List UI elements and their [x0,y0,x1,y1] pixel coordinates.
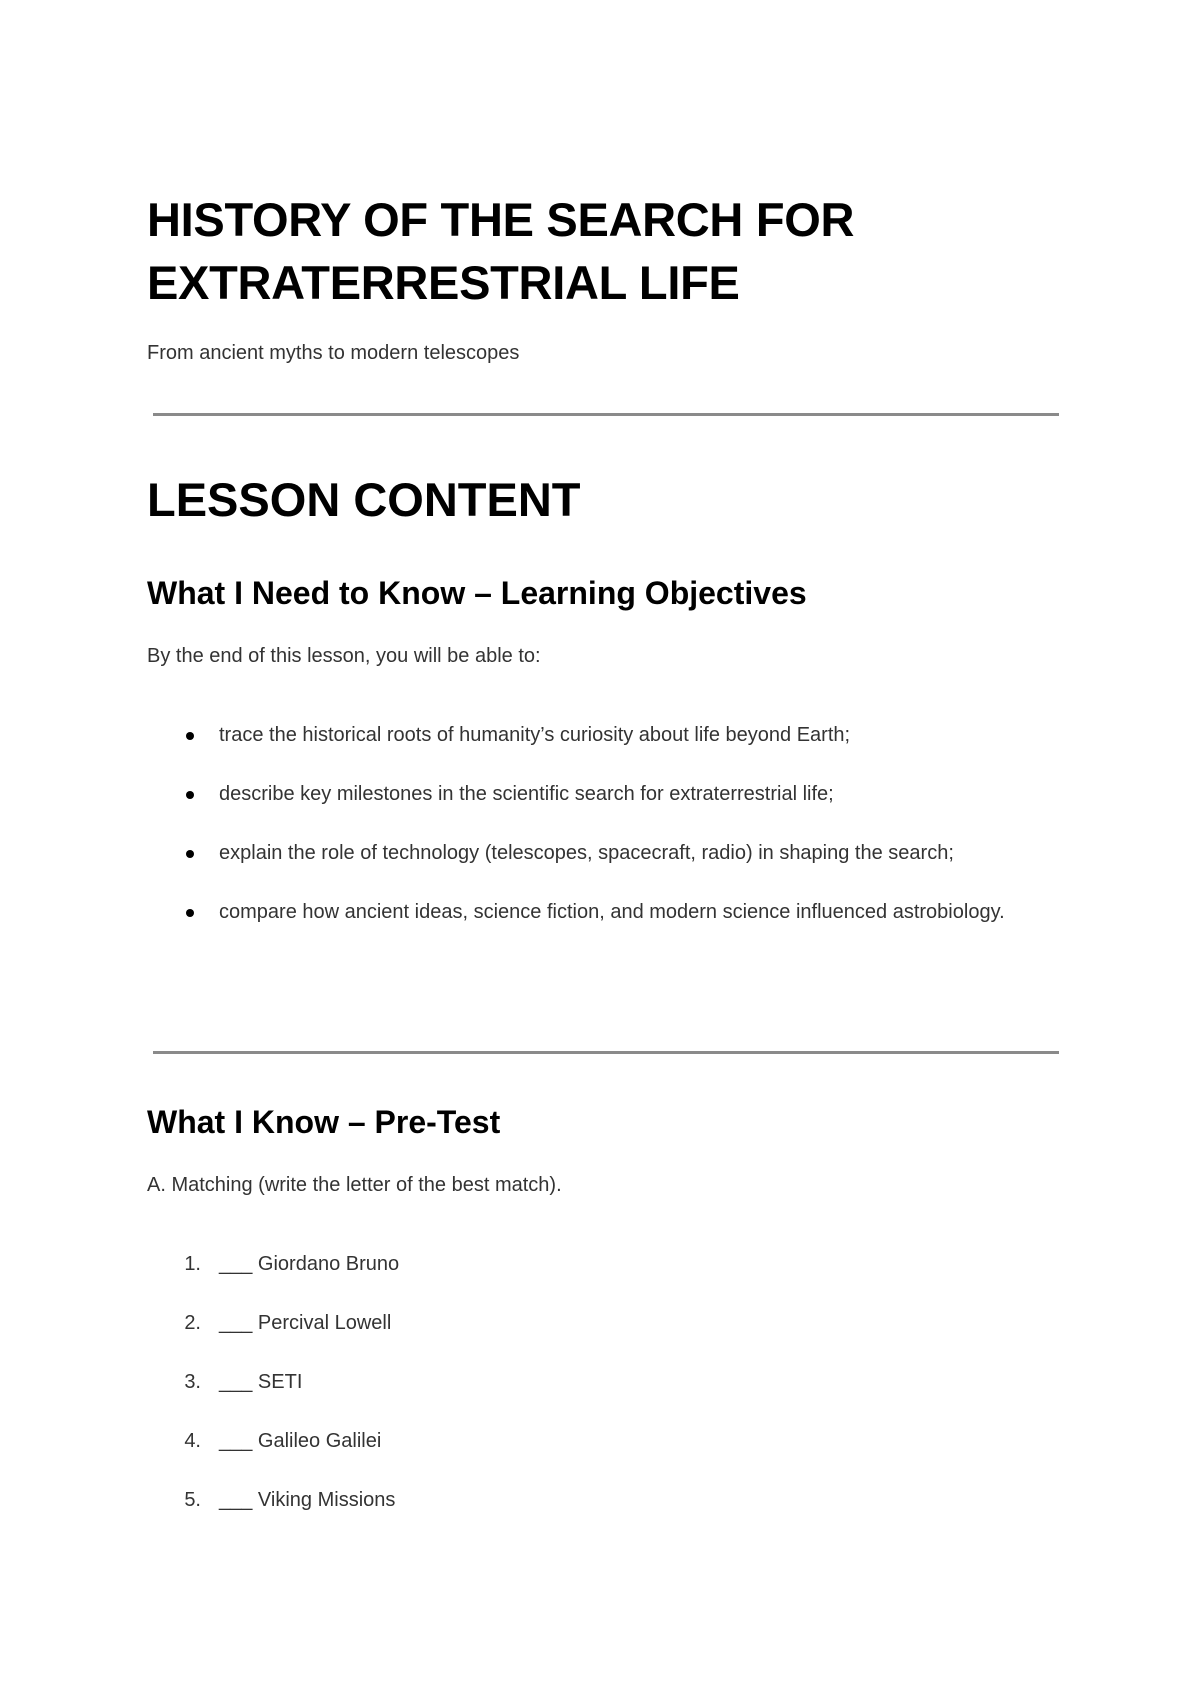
item-text: ___ Galileo Galilei [219,1430,382,1452]
bullet-icon [186,732,194,740]
item-number: 1. [184,1253,201,1275]
matching-item [147,1249,399,1279]
lesson-content-heading: LESSON CONTENT [147,473,581,526]
item-number: 4. [184,1430,201,1452]
item-text: ___ SETI [219,1371,303,1393]
matching-item [147,1485,399,1515]
horizontal-divider [153,1051,1059,1054]
objective-text: trace the historical roots of humanity’s curiosity about life beyond Earth; [219,724,851,746]
objective-text: explain the role of technology (telescopes, spacecraft, radio) in shaping the search; [219,842,954,864]
objectives-intro: By the end of this lesson, you will be able to: [147,645,541,667]
item-number: 5. [184,1489,201,1511]
document-subtitle: From ancient myths to modern telescopes [147,342,520,364]
pretest-heading: What I Know – Pre-Test [147,1104,501,1140]
bullet-icon [186,909,194,917]
matching-instructions: A. Matching (write the letter of the best match). [147,1174,562,1196]
matching-item [147,1426,399,1456]
item-number: 2. [184,1312,201,1334]
matching-item [147,1367,399,1397]
objective-text: describe key milestones in the scientific search for extraterrestrial life; [219,783,834,805]
item-number: 3. [184,1371,201,1393]
item-text: ___ Percival Lowell [219,1312,392,1334]
objectives-list [147,720,1063,956]
objective-text: compare how ancient ideas, science fiction, and modern science influenced astrobiology. [219,901,1005,923]
document-title: HISTORY OF THE SEARCH FOR EXTRATERRESTRIAL LIFE [147,193,855,309]
objective-item [147,897,1063,927]
objective-item [147,838,1063,868]
item-text: ___ Giordano Bruno [219,1253,400,1275]
horizontal-divider [153,413,1059,416]
objective-item [147,779,1063,809]
learning-objectives-heading: What I Need to Know – Learning Objectives [147,575,807,611]
objective-item [147,720,1063,750]
bullet-icon [186,850,194,858]
item-text: ___ Viking Missions [219,1489,396,1511]
matching-list [147,1249,399,1544]
bullet-icon [186,791,194,799]
matching-item [147,1308,399,1338]
